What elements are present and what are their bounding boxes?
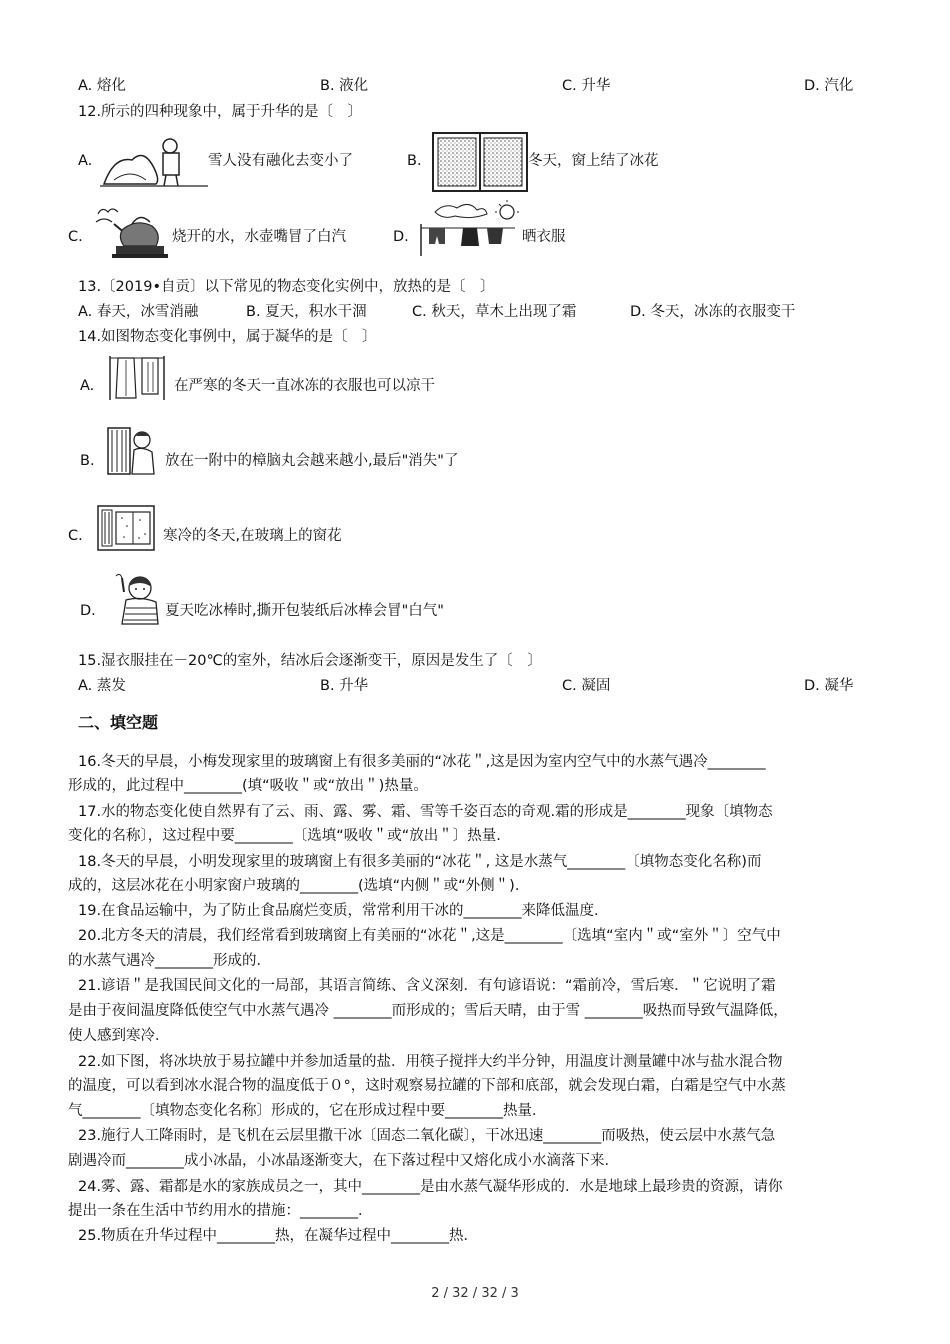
q12-b-text: 冬天，窗上结了冰花 bbox=[528, 153, 659, 169]
q15-stem: 15.湿衣服挂在－20℃的室外，结冰后会逐渐变干，原因是发生了〔 〕 bbox=[78, 653, 542, 669]
q11-option-c: C. 升华 bbox=[562, 78, 611, 94]
q13-option-d: D. 冬天，冰冻的衣服变干 bbox=[630, 304, 796, 320]
child-ice-pop-illustration bbox=[112, 572, 162, 626]
fill-line: 是由于夜间温度降低使空气中水蒸气遇冷 ________而形成的；雪后天晴，由于雪 ________吸热而导致气温降低， bbox=[68, 1003, 788, 1019]
q14-d-text: 夏天吃冰棒时,撕开包装纸后冰棒会冒"白气" bbox=[165, 603, 444, 619]
fill-line: 17.水的物态变化使自然界有了云、雨、露、雾、霜、雪等千姿百态的奇观.霜的形成是________现象〔填物态 bbox=[78, 804, 773, 820]
q14-a-text: 在严寒的冬天一直冰冻的衣服也可以凉干 bbox=[174, 378, 435, 394]
fill-line: 剧遇冷而________成小冰晶，小冰晶逐渐变大，在下落过程中又熔化成小水滴落下来． bbox=[68, 1153, 619, 1169]
section-title: 二、填空题 bbox=[78, 713, 159, 732]
q12-a-text: 雪人没有融化去变小了 bbox=[208, 153, 353, 169]
frozen-clothes-illustration bbox=[106, 354, 168, 402]
fill-line: 的温度，可以看到冰水混合物的温度低于０°，这时观察易拉罐的下部和底部，就会发现白霜，白霜是空气中水蒸 bbox=[68, 1078, 786, 1094]
q13-option-b: B. 夏天，积水干涸 bbox=[246, 304, 367, 320]
q12-c-letter: C. bbox=[68, 229, 83, 245]
q12-a-letter: A. bbox=[78, 153, 93, 169]
q14-stem: 14.如图物态变化事例中，属于凝华的是〔 〕 bbox=[78, 329, 377, 345]
boiling-kettle-illustration bbox=[92, 204, 172, 260]
q14-a-letter: A. bbox=[80, 378, 95, 394]
q13-stem: 13.〔2019•自贡〕以下常见的物态变化实例中，放热的是〔 〕 bbox=[78, 279, 495, 295]
fill-line: 形成的，此过程中________(填“吸收＂或“放出＂)热量。 bbox=[68, 778, 428, 794]
q14-d-letter: D. bbox=[80, 603, 96, 619]
fill-line: 22.如下图，将冰块放于易拉罐中并参加适量的盐．用筷子搅拌大约半分钟，用温度计测量罐中冰与盐水混合物 bbox=[78, 1054, 783, 1070]
q12-d-text: 晒衣服 bbox=[522, 229, 566, 245]
fill-line: 24.雾、露、霜都是水的家族成员之一，其中________是由水蒸气凝华形成的．水是地球上最珍贵的资源，请你 bbox=[78, 1179, 783, 1195]
fill-line: 变化的名称〕，这过程中要________〔选填“吸收＂或“放出＂〕热量. bbox=[68, 828, 501, 844]
snowman-melting-illustration bbox=[100, 134, 208, 190]
fill-line: 16.冬天的早晨，小梅发现家里的玻璃窗上有很多美丽的“冰花＂,这是因为室内空气中的水蒸气遇冷________ bbox=[78, 754, 766, 770]
fill-line: 18.冬天的早晨，小明发现家里的玻璃窗上有很多美丽的“冰花＂, 这是水蒸气________〔填物态变化名称)而 bbox=[78, 854, 762, 870]
q14-c-text: 寒冷的冬天,在玻璃上的窗花 bbox=[163, 528, 342, 544]
frosted-window-illustration bbox=[432, 132, 528, 192]
q14-b-text: 放在一附中的樟脑丸会越来越小,最后"消失"了 bbox=[165, 453, 459, 469]
fill-line: 气________〔填物态变化名称〕形成的，它在形成过程中要________热量． bbox=[68, 1103, 547, 1119]
q12-stem: 12.所示的四种现象中，属于升华的是〔 〕 bbox=[78, 104, 363, 120]
drying-clothes-illustration bbox=[415, 198, 519, 258]
fill-line: 提出一条在生活中节约用水的措施：________． bbox=[68, 1203, 373, 1219]
page-number: 2 / 32 / 32 / 3 bbox=[431, 1286, 519, 1301]
q13-option-c: C. 秋天，草木上出现了霜 bbox=[412, 304, 577, 320]
fill-line: 25.物质在升华过程中________热，在凝华过程中________热． bbox=[78, 1228, 479, 1244]
q15-option-a: A. 蒸发 bbox=[78, 678, 126, 694]
q13-option-a: A. 春天，冰雪消融 bbox=[78, 304, 199, 320]
q11-option-a: A. 熔化 bbox=[78, 78, 126, 94]
q12-b-letter: B. bbox=[407, 153, 422, 169]
wardrobe-camphor-illustration bbox=[106, 426, 158, 476]
q12-d-letter: D. bbox=[393, 229, 409, 245]
q11-option-d: D. 汽化 bbox=[804, 78, 854, 94]
q12-c-text: 烧开的水，水壶嘴冒了白汽 bbox=[172, 229, 346, 245]
fill-line: 20.北方冬天的清晨，我们经常看到玻璃窗上有美丽的“冰花＂,这是________〔选填“室内＂或“室外＂〕空气中 bbox=[78, 928, 781, 944]
q15-option-c: C. 凝固 bbox=[562, 678, 611, 694]
fill-line: 19.在食品运输中，为了防止食品腐烂变质，常常利用干冰的________来降低温度． bbox=[78, 903, 609, 919]
fill-line: 成的，这层冰花在小明家窗户玻璃的________(选填“内侧＂或“外侧＂)． bbox=[68, 878, 530, 894]
q11-option-b: B. 液化 bbox=[320, 78, 369, 94]
fill-line: 的水蒸气遇冷________形成的． bbox=[68, 953, 271, 969]
fill-line: 23.施行人工降雨时，是飞机在云层里撒干冰〔固态二氧化碳〕，干冰迅速________而吸热，使云层中水蒸气急 bbox=[78, 1128, 776, 1144]
window-frost-flower-illustration bbox=[96, 504, 156, 552]
fill-line: 使人感到寒冷． bbox=[68, 1028, 170, 1044]
q15-option-b: B. 升华 bbox=[320, 678, 369, 694]
q15-option-d: D. 凝华 bbox=[804, 678, 854, 694]
q14-c-letter: C. bbox=[68, 528, 83, 544]
q14-b-letter: B. bbox=[80, 453, 95, 469]
fill-line: 21.谚语＂是我国民间文化的一局部，其语言简练、含义深刻．有句谚语说：“霜前冷，雪后寒．＂它说明了霜 bbox=[78, 978, 776, 994]
